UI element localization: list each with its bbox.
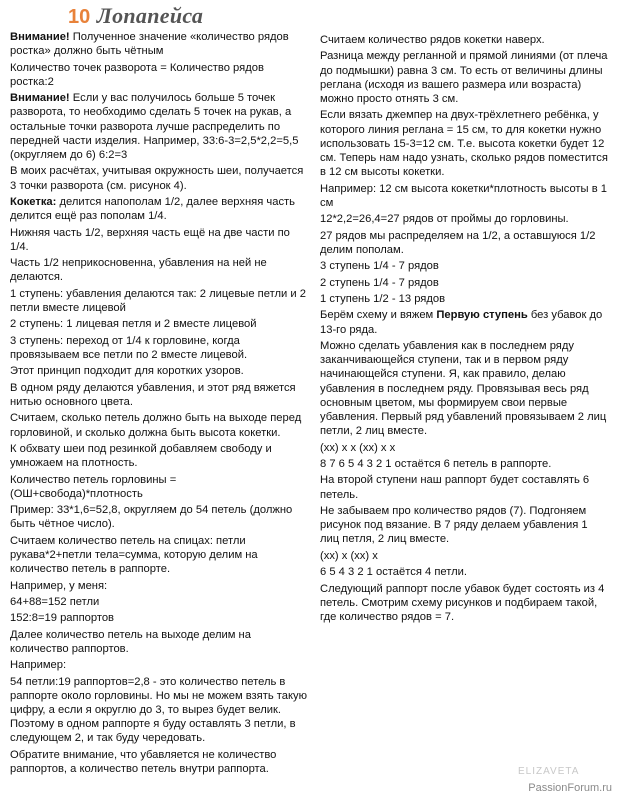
paragraph [320, 276, 608, 290]
bold-text: Внимание! [10, 31, 70, 43]
text-run: Следующий раппорт после убавок будет состоять из 4 петель. Смотрим схему рисунков и подбираем такой, где количество рядов = 7. [320, 582, 605, 623]
text-run: Берём схему и вяжем [320, 309, 437, 322]
paragraph [10, 503, 310, 531]
page-number: 10 [68, 6, 91, 28]
paragraph [10, 473, 310, 501]
right-text-column [320, 33, 608, 643]
text-run: делится напополам 1/2, далее верхняя часть делится ещё раз пополам 1/4. [10, 195, 295, 223]
paragraph [320, 212, 608, 226]
paragraph [10, 628, 310, 656]
text-run: без убавок до 13-го ряда. [320, 309, 603, 336]
paragraph [10, 381, 310, 409]
text-run: Считаем количество рядов кокетки наверх. [320, 34, 545, 46]
bold-text: Кокетка: [10, 195, 57, 208]
text-run: На второй ступени наш раппорт будет составлять 6 петель. [320, 474, 590, 501]
paragraph [10, 442, 310, 470]
paragraph [320, 565, 608, 579]
paragraph [10, 611, 310, 625]
text-run: 152:8=19 раппортов [10, 612, 115, 625]
paragraph [320, 33, 608, 47]
text-run: Например, у меня: [10, 579, 108, 592]
text-run: 2 ступень: 1 лицевая петля и 2 вместе лицевой [10, 318, 257, 331]
paragraph [320, 229, 608, 257]
paragraph [320, 457, 608, 471]
text-run: Считаем, сколько петель должно быть на выходе перед горловиной, и сколько должна быть высота кокетки. [10, 412, 302, 439]
bold-text: Первую ступень [436, 309, 528, 322]
left-text-column [10, 30, 310, 800]
text-run: 1 ступень: убавления делаются так: 2 лицевые петли и 2 петли вместе лицевой [10, 287, 306, 314]
paragraph [320, 473, 608, 501]
text-run: 1 ступень 1/2 - 13 рядов [320, 292, 446, 305]
paragraph [10, 534, 310, 577]
text-run: В одном ряду делаются убавления, и этот ряд вяжется нитью основного цвета. [10, 381, 296, 408]
site-watermark: PassionForum.ru [528, 782, 612, 794]
text-run: В моих расчётах, учитывая окружность шеи, получается 3 точки разворота (см. рисунок 4). [10, 165, 304, 192]
text-run: Не забываем про количество рядов (7). Подгоняем рисунок под вязание. В 7 ряду делаем убавления 1 лиц петля, 2 лиц вместе. [320, 504, 588, 546]
text-run: 3 ступень 1/4 - 7 рядов [320, 260, 439, 273]
paragraph [10, 256, 310, 284]
paragraph [10, 195, 310, 223]
text-run: 27 рядов мы распределяем на 1/2, а оставшуюся 1/2 делим пополам. [320, 229, 596, 256]
paragraph [10, 91, 310, 162]
paragraph [320, 339, 608, 438]
paragraph [10, 658, 310, 672]
text-run: (хх) х (хх) х [320, 549, 378, 562]
text-run: 2 ступень 1/4 - 7 рядов [320, 276, 439, 289]
text-run: 6 5 4 3 2 1 остаётся 4 петли. [320, 566, 467, 579]
bold-text: Внимание! [10, 92, 70, 105]
paragraph [10, 411, 310, 439]
paragraph [10, 30, 310, 58]
text-run: 64+88=152 петли [10, 595, 100, 608]
paragraph [10, 595, 310, 609]
page-title: Лопапейса [96, 3, 204, 28]
text-run: Этот принцип подходит для коротких узоров. [10, 365, 244, 378]
text-run: Если вязать джемпер на двух-трёхлетнего ребёнка, у которого линия реглана = 15 см, то для кокетки нужно использовать 15-3=12 см. Т.е. высота кокетки будет 12 см. Теперь нам надо узнать, сколько рядов поместится в 12 см высоты кокетки. [320, 109, 608, 179]
text-run: Пример: 33*1,6=52,8, округляем до 54 петель (должно быть чётное число). [10, 504, 293, 531]
paragraph [10, 748, 310, 776]
text-run: 3 ступень: переход от 1/4 к горловине, когда провязываем все петли по 2 вместе лицевой. [10, 334, 248, 361]
text-run: Далее количество петель на выходе делим на количество раппортов. [10, 628, 251, 655]
text-run: Количество петель горловины = (ОШ+свобода)*плотность [10, 473, 177, 500]
paragraph [320, 504, 608, 547]
text-run: Разница между регланной и прямой линиями (от плеча до подмышки) равна 3 см. То есть от величины длины реглана (исходя из вашего размера или возраста) можно просто отнять 3 см. [320, 50, 608, 105]
faint-watermark: ELIZAVETA [518, 766, 580, 777]
paragraph [10, 287, 310, 315]
text-run: Считаем количество петель на спицах: петли рукава*2+петли тела=сумма, которую делим на количество петель в раппорте. [10, 534, 258, 576]
text-run: 12*2,2=26,4=27 рядов от проймы до горловины. [320, 213, 569, 226]
page-header [68, 3, 203, 29]
text-run: Часть 1/2 неприкосновенна, убавления на ней не делаются. [10, 257, 267, 284]
text-run: Если у вас получилось больше 5 точек разворота, то необходимо сделать 5 точек на рукав, а остальные точки разворота лучше распределить по передней части изделия. Например, 33:6-3=2,5*2,2=5,5 (округляем до 6) 6:2=3 [10, 92, 299, 161]
text-run: Например: [10, 659, 67, 672]
paragraph [10, 675, 310, 746]
paragraph [10, 317, 310, 331]
paragraph [10, 364, 310, 378]
text-run: (хх) х х (хх) х х [320, 441, 396, 454]
paragraph [320, 549, 608, 563]
text-run: 54 петли:19 раппортов=2,8 - это количество петель в раппорте около горловины. Но мы не можем взять такую цифру, а если я округлю до 3, то вырез будет велик. Поэтому в одном раппорте я буду оставлять 3 петли, в следующем 2, и так буду чередовать. [10, 675, 308, 745]
text-run: 8 7 6 5 4 3 2 1 остаётся 6 петель в раппорте. [320, 457, 552, 470]
text-run: Можно сделать убавления как в последнем ряду заканчивающейся ступени, так и в первом ряду начинающейся ступени. Я, как правило, делаю убавления в последнем ряду. Провязывая весь ряд основным цветом, мы формируем свои первые убавления. Первый ряд убавлений провязываем 2 лиц петли, 2 лиц вместе. [320, 339, 607, 438]
paragraph [10, 226, 310, 254]
paragraph [320, 259, 608, 273]
paragraph [10, 334, 310, 362]
text-run: Нижняя часть 1/2, верхняя часть ещё на две части по 1/4. [10, 226, 290, 253]
paragraph [320, 292, 608, 306]
text-run: Обратите внимание, что убавляется не количество раппортов, а количество петель внутри раппорта. [10, 748, 277, 776]
text-run: Например: 12 см высота кокетки*плотность высоты в 1 см [320, 182, 607, 209]
paragraph [320, 308, 608, 336]
text-run: Полученное значение «количество рядов ростка» должно быть чётным [10, 31, 289, 58]
paragraph [320, 441, 608, 455]
paragraph [10, 579, 310, 593]
paragraph [320, 182, 608, 210]
paragraph [320, 49, 608, 106]
paragraph [320, 582, 608, 625]
paragraph [10, 164, 310, 192]
paragraph [10, 61, 310, 89]
text-run: К обхвату шеи под резинкой добавляем свободу и умножаем на плотность. [10, 442, 272, 470]
text-run: Количество точек разворота = Количество рядов ростка:2 [10, 61, 264, 88]
paragraph [320, 108, 608, 179]
